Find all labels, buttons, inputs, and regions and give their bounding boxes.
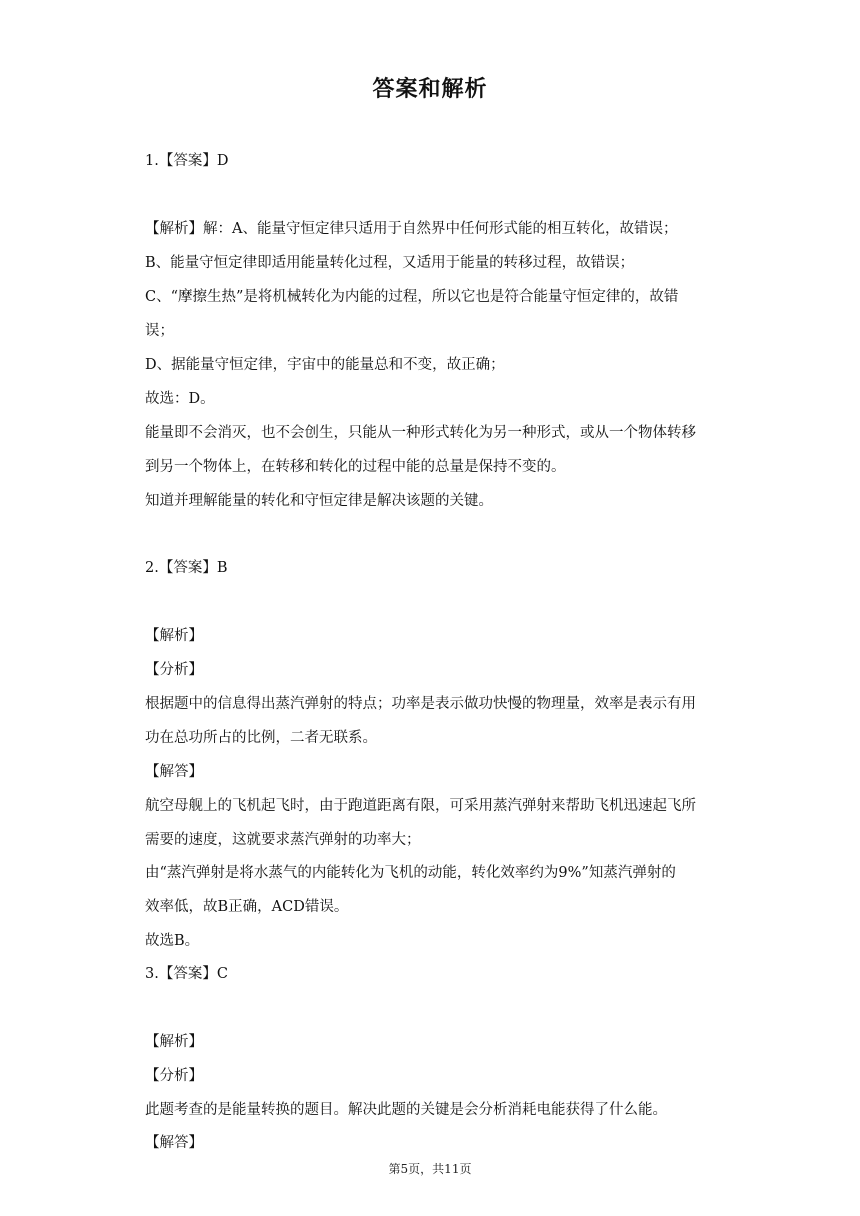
analysis-2-subheading: 【分析】 bbox=[145, 662, 203, 678]
analysis-2-line: 根据题中的信息得出蒸汽弹射的特点；功率是表示做功快慢的物理量，效率是表示有用 bbox=[145, 696, 696, 712]
answer-2-label: 2.【答案】B bbox=[145, 560, 228, 576]
analysis-2-line: 故选B。 bbox=[145, 933, 200, 949]
analysis-2-line: 由“蒸汽弹射是将水蒸气的内能转化为飞机的动能，转化效率约为9%”知蒸汽弹射的 bbox=[145, 865, 676, 881]
answer-3-label: 3.【答案】C bbox=[145, 966, 228, 982]
analysis-1-line: 到另一个物体上，在转移和转化的过程中能的总量是保持不变的。 bbox=[145, 459, 566, 475]
page-footer: 第5页，共11页 bbox=[388, 1162, 472, 1176]
analysis-1-line: 能量即不会消灭，也不会创生，只能从一种形式转化为另一种形式，或从一个物体转移 bbox=[145, 425, 696, 441]
analysis-1-line: 故选：D。 bbox=[145, 391, 215, 407]
analysis-3-subheading: 【分析】 bbox=[145, 1068, 203, 1084]
analysis-2-heading: 【解析】 bbox=[145, 628, 203, 644]
analysis-2-line: 效率低，故B正确，ACD错误。 bbox=[145, 899, 349, 915]
analysis-1-line: 知道并理解能量的转化和守恒定律是解决该题的关键。 bbox=[145, 493, 493, 509]
analysis-2-subheading: 【解答】 bbox=[145, 764, 203, 780]
analysis-1-line: 【解析】解：A、能量守恒定律只适用于自然界中任何形式能的相互转化，故错误； bbox=[145, 221, 678, 237]
analysis-3-line: 此题考查的是能量转换的题目。解决此题的关键是会分析消耗电能获得了什么能。 bbox=[145, 1102, 667, 1118]
answer-1-label: 1.【答案】D bbox=[145, 153, 229, 169]
analysis-1-line: D、据能量守恒定律，宇宙中的能量总和不变，故正确； bbox=[145, 357, 505, 373]
analysis-2-line: 需要的速度，这就要求蒸汽弹射的功率大； bbox=[145, 832, 421, 848]
analysis-3-subheading: 【解答】 bbox=[145, 1135, 203, 1151]
analysis-1-line: 误； bbox=[145, 323, 174, 339]
analysis-1-line: C、“摩擦生热”是将机械转化为内能的过程，所以它也是符合能量守恒定律的，故错 bbox=[145, 289, 679, 305]
analysis-1-line: B、能量守恒定律即适用能量转化过程，又适用于能量的转移过程，故错误； bbox=[145, 255, 635, 271]
analysis-3-heading: 【解析】 bbox=[145, 1034, 203, 1050]
analysis-2-line: 航空母舰上的飞机起飞时，由于跑道距离有限，可采用蒸汽弹射来帮助飞机迅速起飞所 bbox=[145, 798, 696, 814]
analysis-2-line: 功在总功所占的比例，二者无联系。 bbox=[145, 730, 377, 746]
page-title: 答案和解析 bbox=[372, 77, 488, 102]
